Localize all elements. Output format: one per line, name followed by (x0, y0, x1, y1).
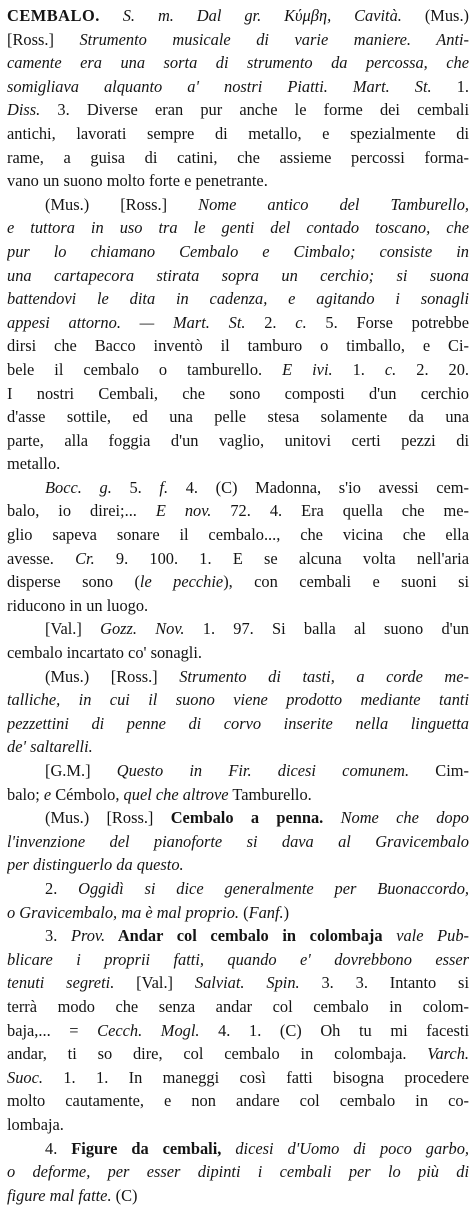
italic-text: Diss. (7, 100, 41, 120)
text-run: 1. 97. Si balla al suono d'un (184, 619, 469, 639)
italic-text: de' saltarelli. (7, 737, 93, 757)
text-run: andar, ti so dire, col cembalo in colombaja. (7, 1044, 428, 1064)
entry-line (7, 499, 469, 523)
text-run: antichi, lavorati sempre di metallo, e spezialmente di (7, 123, 469, 143)
italic-text: l'invenzione del pianoforte si dava al Gravicembalo (7, 831, 469, 851)
entry-line (7, 146, 469, 170)
text-run: (Mus.) (401, 6, 469, 25)
italic-text: battendovi le dita in cadenza, e agitando i sonagli (7, 289, 469, 309)
entry-line (7, 1113, 469, 1137)
entry-line (7, 122, 469, 146)
text-run: (Mus.) [Ross.] (45, 666, 180, 686)
text-run: 5. Forse potrebbe (306, 312, 469, 332)
italic-text: somigliava alquanto a' nostri Piatti. Mart. St. (7, 76, 432, 96)
text-run: molto cautamente, e non andare col cembalo in co- (7, 1091, 469, 1111)
entry-line (7, 4, 469, 28)
italic-text: E nov. (155, 501, 212, 521)
text-run: 2. 20. (396, 359, 469, 379)
italic-text: Κύμβη, Cavità. (284, 6, 402, 25)
entry-line (7, 405, 469, 429)
italic-text: Strumento musicale di varie maniere. Anti- (79, 29, 469, 49)
headword: CEMBALO. (7, 6, 100, 25)
text-run: [G.M.] (45, 761, 117, 780)
entry-line (7, 51, 469, 75)
italic-text: camente era una sorta di strumento da percossa, che (7, 53, 469, 73)
text-run: [Val.] (45, 619, 101, 639)
entry-line (7, 75, 469, 99)
text-run: 4. 1. (C) Oh tu mi facesti (199, 1020, 469, 1040)
italic-text: una cartapecora stirata sopra un cerchio; si suona (7, 265, 469, 285)
italic-text: o Gravicembalo, ma è mal proprio. (7, 902, 240, 922)
entry-line (7, 995, 469, 1019)
entry-line (7, 783, 469, 807)
text-run: parte, alla foggia d'un vaglio, unitovi certi pezzi di (7, 430, 469, 450)
entry-line (7, 688, 469, 712)
italic-text: Cecch. Mogl. (97, 1020, 200, 1040)
entry-line (7, 169, 469, 193)
italic-text: Cr. (75, 548, 95, 568)
text-run: balo, io direi;... (7, 501, 156, 521)
entry-line (7, 570, 469, 594)
text-run: cembalo incartato co' sonagli. (7, 643, 203, 663)
entry-line (7, 924, 469, 948)
italic-text: pezzettini di penne di corvo inserite nella linguetta (7, 713, 469, 733)
text-run: 9. 100. 1. E se alcuna volta nell'aria (94, 548, 469, 568)
italic-text: S. m. Dal gr. (99, 6, 285, 25)
entry-line (7, 311, 469, 335)
text-run: 1. (431, 76, 469, 96)
text-run: disperse sono ( (7, 572, 140, 592)
text-run: 3. 3. Intanto si (299, 973, 469, 993)
text-run: lombaja. (7, 1114, 64, 1134)
text-run: dirsi che Bacco inventò il tamburo o timballo, e Ci- (7, 336, 469, 356)
entry-line (7, 877, 469, 901)
entry-line (7, 1042, 469, 1066)
italic-text: E ivi. (282, 359, 333, 379)
entry-line (7, 853, 469, 877)
text-run: 3. Diverse eran pur anche le forme dei cembali (40, 100, 469, 120)
entry-line (7, 641, 469, 665)
italic-text: e (43, 784, 52, 804)
text-run: metallo. (7, 454, 61, 474)
text-run: [Ross.] (7, 29, 80, 49)
entry-line (7, 901, 469, 925)
italic-text: appesi attorno. — Mart. St. (7, 312, 246, 332)
italic-text: Prov. (70, 926, 106, 946)
entry-line (7, 216, 469, 240)
italic-text: figure mal fatte. (7, 1185, 112, 1205)
text-run: d'asse sottile, ed una pelle stesa solamente da una (7, 407, 469, 427)
entry-line (7, 334, 469, 358)
text-run: baja,... = (7, 1020, 98, 1040)
text-run: glio sapeva sonare il cembalo..., che vicina che ella (7, 525, 469, 545)
entry-line (7, 193, 469, 217)
text-run: vano un suono molto forte e penetrante. (7, 171, 268, 191)
text-run: (Mus.) [Ross.] (45, 194, 199, 214)
entry-line (7, 1089, 469, 1113)
bold-text: Andar col cembalo in colombaja (105, 926, 383, 946)
entry-line (7, 735, 469, 759)
text-run: (Mus.) [Ross.] (45, 808, 171, 828)
entry-line (7, 240, 469, 264)
entry-line (7, 287, 469, 311)
entry-line (7, 264, 469, 288)
text-run: ) (283, 902, 290, 922)
text-run: ( (239, 902, 249, 922)
entry-line (7, 759, 469, 783)
entry-line (7, 1160, 469, 1184)
text-run: 4. (45, 1138, 72, 1158)
italic-text: f. (159, 477, 169, 497)
entry-line (7, 617, 469, 641)
bold-text: Figure da cembali, (71, 1138, 222, 1158)
text-run: bele il cembalo o tamburello. (7, 359, 283, 379)
text-run: 3. (45, 926, 71, 946)
italic-text: le pecchie (139, 572, 224, 592)
text-run: 5. (111, 477, 160, 497)
entry-line (7, 476, 469, 500)
italic-text: o deforme, per esser dipinti i cembali per lo più di (7, 1162, 469, 1182)
text-run: 4. (C) Madonna, s'io avessi cem- (168, 477, 469, 497)
dictionary-entry-text (7, 4, 469, 1207)
text-run: rame, a guisa di catini, che assieme percossi forma- (7, 147, 469, 167)
entry-line (7, 358, 469, 382)
italic-text: Questo in Fir. dicesi comunem. (116, 761, 410, 780)
entry-line (7, 712, 469, 736)
text-run: I nostri Cembali, che sono composti d'un cerchio (7, 383, 469, 403)
text-run: 2. (45, 878, 79, 898)
text-run: Cim- (409, 761, 469, 780)
italic-text: Fanf. (248, 902, 284, 922)
entry-line (7, 971, 469, 995)
italic-text: c. (384, 359, 397, 379)
text-run: avesse. (7, 548, 76, 568)
italic-text: Gozz. Nov. (100, 619, 185, 639)
italic-text: tenuti segreti. (7, 973, 115, 993)
entry-line (7, 830, 469, 854)
entry-line (7, 1184, 469, 1207)
italic-text: talliche, in cui il suono viene prodotto mediante tanti (7, 690, 469, 710)
italic-text: per distinguerlo da questo. (7, 855, 184, 875)
text-run: 72. 4. Era quella che me- (211, 501, 469, 521)
italic-text: c. (295, 312, 307, 332)
entry-line (7, 523, 469, 547)
italic-text: Bocc. g. (45, 477, 112, 497)
entry-line (7, 98, 469, 122)
text-run: riducono in un luogo. (7, 595, 149, 615)
entry-line (7, 1019, 469, 1043)
entry-line (7, 948, 469, 972)
text-run: Cémbolo, (51, 784, 124, 804)
italic-text: Salviat. Spin. (194, 973, 300, 993)
entry-line (7, 547, 469, 571)
text-run: Tamburello. (228, 784, 312, 804)
entry-line (7, 1066, 469, 1090)
text-run: 1. 1. In maneggi così fatti bisogna procedere (42, 1067, 469, 1087)
text-run: [Val.] (114, 973, 195, 993)
italic-text: Suoc. (7, 1067, 43, 1087)
italic-text: Oggidì si dice generalmente per Buonaccordo, (78, 878, 469, 898)
text-run: 2. (245, 312, 296, 332)
text-run: terrà modo che senza andar col cembalo in colom- (7, 996, 469, 1016)
entry-line (7, 28, 469, 52)
text-run: ), con cembali e suoni si (223, 572, 469, 592)
italic-text: vale Pub- (382, 926, 469, 946)
text-run: balo; (7, 784, 44, 804)
italic-text: Strumento di tasti, a corde me- (179, 666, 469, 686)
text-run: (C) (111, 1185, 138, 1205)
italic-text: dicesi d'Uomo di poco garbo, (221, 1138, 469, 1158)
italic-text: Nome che dopo (323, 808, 469, 828)
entry-line (7, 382, 469, 406)
italic-text: e tuttora in uso tra le genti del contado toscano, che (7, 218, 469, 238)
entry-line (7, 665, 469, 689)
italic-text: Nome antico del Tamburello, (198, 194, 469, 214)
italic-text: Varch. (427, 1044, 469, 1064)
entry-line (7, 594, 469, 618)
italic-text: blicare i proprii fatti, quando e' dovrebbono esser (7, 949, 469, 969)
italic-text: pur lo chiamano Cembalo e Cimbalo; consiste in (7, 241, 469, 261)
bold-text: Cembalo a penna. (170, 808, 324, 828)
entry-line (7, 1137, 469, 1161)
entry-line (7, 429, 469, 453)
entry-line (7, 452, 469, 476)
italic-text: quel che altrove (123, 784, 229, 804)
text-run: 1. (332, 359, 385, 379)
entry-line (7, 806, 469, 830)
